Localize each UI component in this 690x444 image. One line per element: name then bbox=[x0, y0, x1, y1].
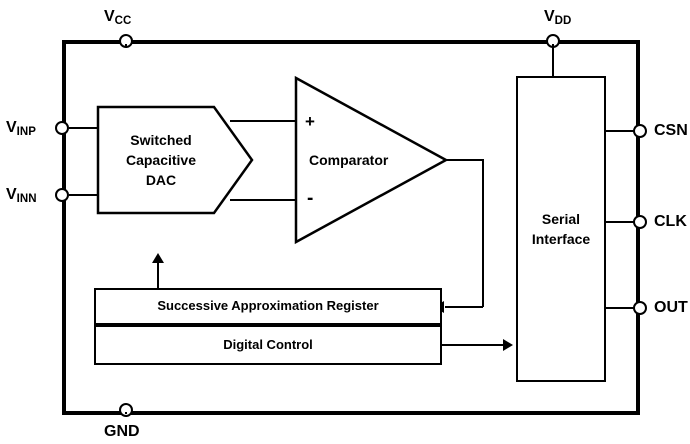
wire-comp-to-sar bbox=[445, 306, 483, 308]
pin-vinn[interactable] bbox=[55, 188, 69, 202]
pin-csn[interactable] bbox=[633, 124, 647, 138]
wire-sar-to-dac bbox=[157, 262, 159, 290]
wire-vdd-down bbox=[552, 44, 554, 78]
arrow-digital-to-serial bbox=[503, 339, 513, 351]
pin-label-gnd: GND bbox=[104, 423, 140, 440]
comparator-minus-label: - bbox=[307, 188, 314, 209]
wire-serial-to-clk bbox=[604, 221, 635, 223]
block-serial-interface bbox=[516, 76, 606, 382]
block-successive-approximation-register bbox=[94, 288, 442, 325]
pin-clk[interactable] bbox=[633, 215, 647, 229]
pin-label-vcc: $V_{CC}$ bbox=[104, 8, 132, 27]
pin-out[interactable] bbox=[633, 301, 647, 315]
digital-control-label: Digital Control bbox=[223, 336, 313, 352]
wire-gnd-up bbox=[125, 412, 127, 414]
comparator-plus-label: + bbox=[305, 112, 315, 131]
pin-vinp[interactable] bbox=[55, 121, 69, 135]
comparator-label: Comparator bbox=[309, 152, 389, 168]
pin-label-clk: CLK bbox=[654, 213, 687, 230]
wire-serial-to-csn bbox=[604, 130, 635, 132]
pin-label-vinp: $V_{INP}$ bbox=[6, 119, 36, 138]
sar-label: Successive Approximation Register bbox=[157, 298, 379, 314]
dac-label bbox=[96, 105, 226, 215]
wire-serial-to-out bbox=[604, 307, 635, 309]
wire-digital-to-serial bbox=[442, 344, 504, 346]
serial-interface-label-line2: Interface bbox=[531, 231, 591, 247]
wire-vcc-down bbox=[125, 44, 127, 46]
pin-label-csn: CSN bbox=[654, 122, 688, 139]
dac-label-line1: Switched bbox=[130, 131, 192, 148]
pin-label-out: OUT bbox=[654, 299, 688, 316]
wire-dac-to-comp-plus bbox=[230, 120, 300, 122]
dac-label-line3: DAC bbox=[145, 172, 177, 189]
serial-interface-label-line1: Serial bbox=[541, 210, 581, 227]
dac-label-line2: Capacitive bbox=[125, 151, 197, 168]
wire-comp-out bbox=[444, 159, 484, 161]
block-digital-control bbox=[94, 325, 442, 365]
wire-comp-out-down bbox=[482, 159, 484, 307]
arrow-sar-to-dac bbox=[152, 253, 164, 263]
wire-dac-to-comp-minus bbox=[230, 199, 300, 201]
pin-label-vinn: $V_{INN}$ bbox=[6, 186, 37, 205]
pin-label-vdd: $V_{DD}$ bbox=[544, 8, 572, 27]
pin-gnd[interactable] bbox=[119, 403, 133, 417]
